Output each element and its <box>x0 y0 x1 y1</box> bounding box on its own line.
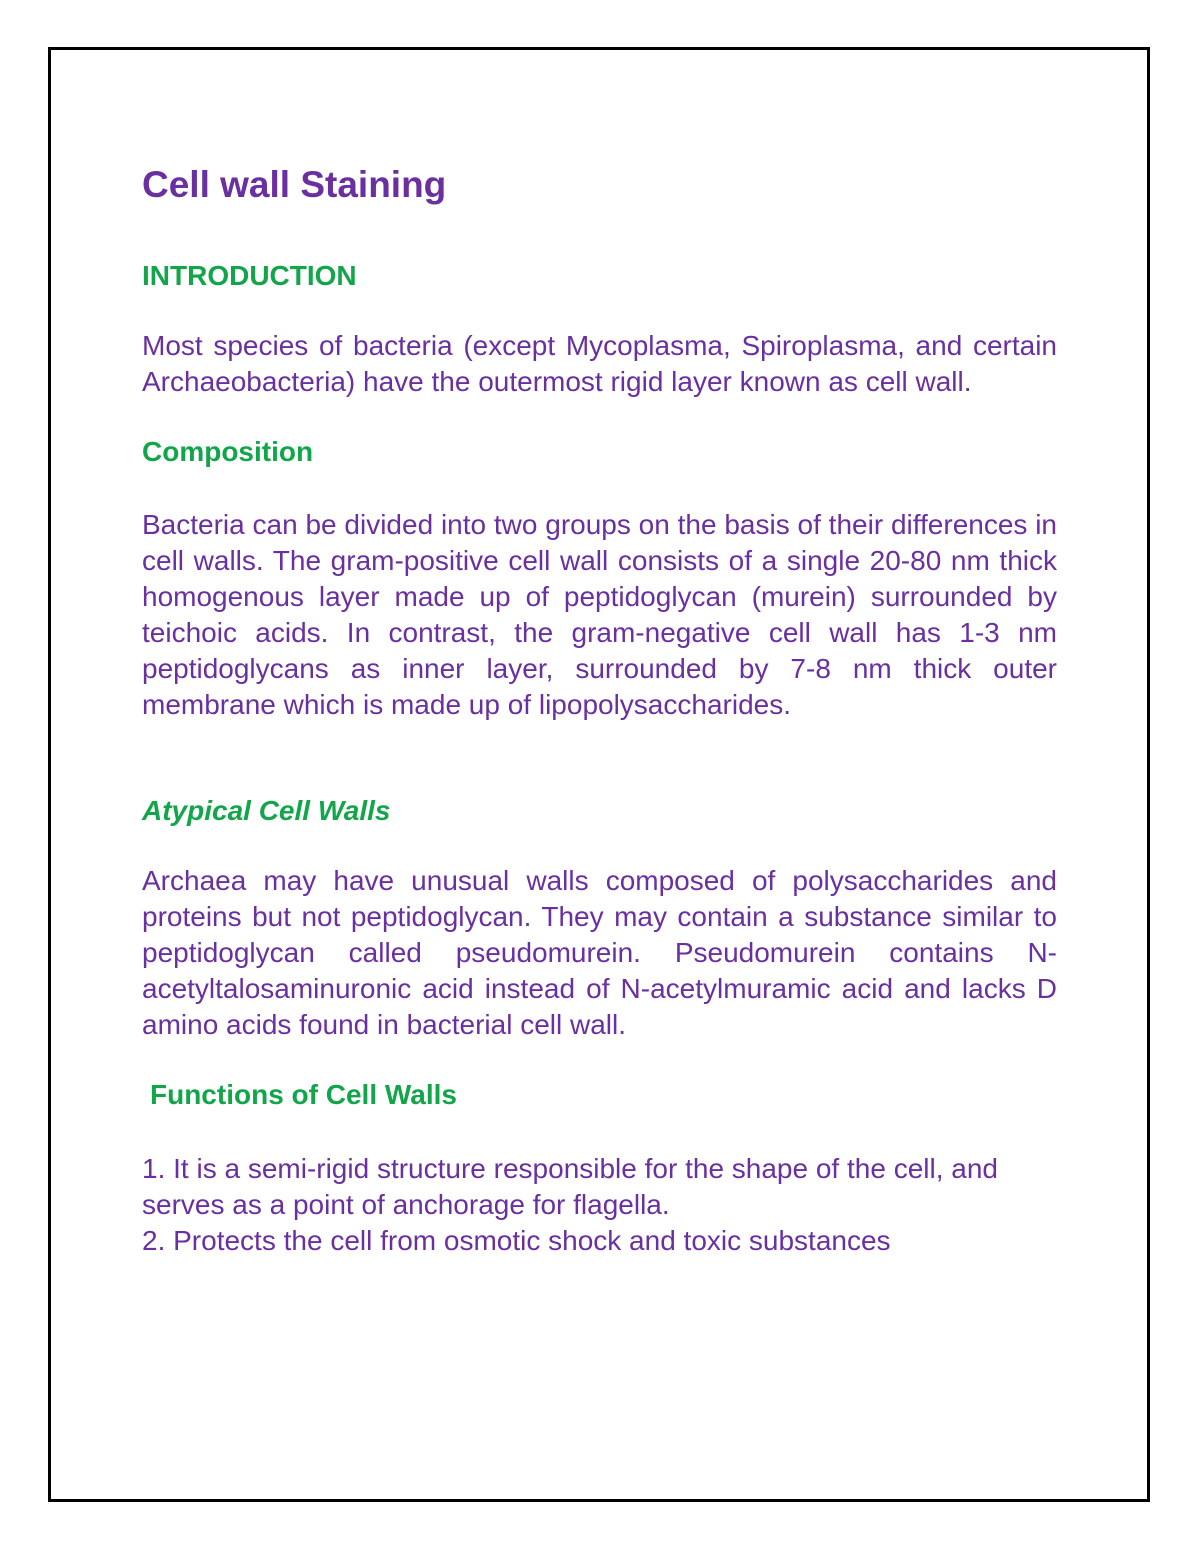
heading-composition: Composition <box>142 436 314 467</box>
composition-paragraph: Bacteria can be divided into two groups on the basis of their differences in cell walls. The gram-positive cell wall consists of a single 20-80 nm thick homogenous layer made up of peptidoglycan (murein) surrounded by teichoic acids. In contrast, the gram-negative cell wall has 1-3 nm peptidoglycans as inner layer, surrounded by 7-8 nm thick outer membrane which is made up of lipopolysaccharides. <box>142 509 1057 720</box>
functions-list <box>142 1151 1057 1259</box>
document-title: Cell wall Staining <box>142 164 447 205</box>
heading-atypical-cell-walls: Atypical Cell Walls <box>142 795 391 826</box>
heading-functions-of-cell-walls: Functions of Cell Walls <box>150 1079 457 1110</box>
introduction-paragraph: Most species of bacteria (except Mycoplasma, Spiroplasma, and certain Archaeobacteria) have the outermost rigid layer known as cell wall. <box>142 330 1057 397</box>
document-content <box>142 158 1057 1259</box>
heading-introduction: INTRODUCTION <box>142 260 357 291</box>
functions-list-item: 1. It is a semi-rigid structure responsible for the shape of the cell, and serves as a point of anchorage for flagella. <box>142 1153 998 1220</box>
atypical-cell-walls-paragraph: Archaea may have unusual walls composed of polysaccharides and proteins but not peptidoglycan. They may contain a substance similar to peptidoglycan called pseudomurein. Pseudomurein contains N-acetyltalosaminuronic acid instead of N-acetylmuramic acid and lacks D amino acids found in bacterial cell wall. <box>142 865 1057 1040</box>
functions-list-item: 2. Protects the cell from osmotic shock and toxic substances <box>142 1225 891 1256</box>
